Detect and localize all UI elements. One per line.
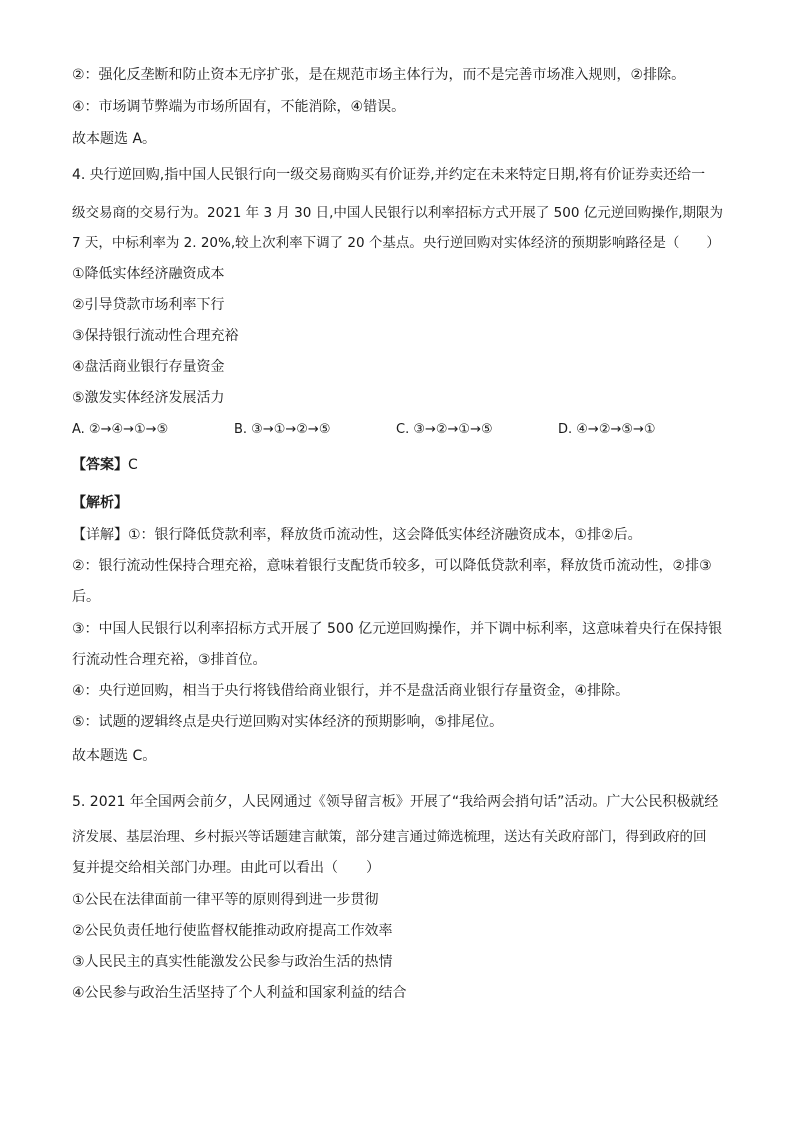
answer-value: C (128, 457, 138, 473)
q4-detail-2b: 后。 (72, 589, 100, 605)
q4-detail-4: ④：央行逆回购，相当于央行将钱借给商业银行，并不是盘活商业银行存量资金，④排除。 (72, 683, 630, 699)
q4-item-1: ①降低实体经济融资成本 (72, 266, 225, 282)
q4-detail-1: 【详解】①：银行降低贷款利率，释放货币流动性，这会降低实体经济融资成本，①排②后。 (72, 527, 642, 543)
analysis-label: 【解析】 (72, 495, 128, 511)
q5-item-4: ④公民参与政治生活坚持了个人利益和国家利益的结合 (72, 985, 407, 1001)
q4-item-5: ⑤激发实体经济发展活力 (72, 390, 225, 406)
q4-analysis-label (72, 494, 727, 512)
q5-stem-line-1: 5. 2021 年全国两会前夕，人民网通过《领导留言板》开展了“我给两会捎句话”活动。广大公民积极就经 (72, 794, 719, 810)
q4-item-2: ②引导贷款市场利率下行 (72, 297, 225, 313)
q4-stem-line-3: 7 天，中标利率为 2. 20%,较上次利率下调了 20 个基点。央行逆回购对实体经济的预期影响路径是（ ） (72, 235, 720, 251)
q4-option-d: D. ④→②→⑤→① (558, 422, 656, 437)
q4-detail-2a: ②：银行流动性保持合理充裕，意味着银行支配货币较多，可以降低贷款利率，释放货币流动性，②排③ (72, 558, 712, 574)
q4-option-a: A. ②→④→①→⑤ (72, 422, 169, 437)
q4-stem-line-1: 4. 央行逆回购,指中国人民银行向一级交易商购买有价证券,并约定在未来特定日期,将有价证券卖还给一 (72, 167, 706, 183)
q5-stem-line-2: 济发展、基层治理、乡村振兴等话题建言献策，部分建言通过筛选梳理，送达有关政府部门，得到政府的回 (72, 829, 707, 845)
q4-detail-3a: ③：中国人民银行以利率招标方式开展了 500 亿元逆回购操作，并下调中标利率，这意味着央行在保持银 (72, 621, 723, 637)
q4-conclusion: 故本题选 C。 (72, 748, 157, 764)
prev-analysis-line-4: ④：市场调节弊端为市场所固有，不能消除，④错误。 (72, 99, 406, 115)
q5-item-1: ①公民在法律面前一律平等的原则得到进一步贯彻 (72, 892, 379, 908)
q4-option-b: B. ③→①→②→⑤ (234, 422, 331, 437)
q5-stem-line-3: 复并提交给相关部门办理。由此可以看出（ ） (72, 860, 380, 876)
q4-item-3: ③保持银行流动性合理充裕 (72, 328, 239, 344)
q4-detail-5: ⑤：试题的逻辑终点是央行逆回购对实体经济的预期影响，⑤排尾位。 (72, 714, 504, 730)
q4-stem-line-2: 级交易商的交易行为。2021 年 3 月 30 日,中国人民银行以利率招标方式开展了 500 亿元逆回购操作,期限为 (72, 205, 724, 221)
q4-detail-3b: 行流动性合理充裕，③排首位。 (72, 652, 267, 668)
q5-item-2: ②公民负责任地行使监督权能推动政府提高工作效率 (72, 923, 393, 939)
q4-item-4: ④盘活商业银行存量资金 (72, 359, 225, 375)
q4-answer (72, 456, 727, 474)
prev-analysis-line-2: ②：强化反垄断和防止资本无序扩张，是在规范市场主体行为，而不是完善市场准入规则，②排除。 (72, 67, 686, 83)
q4-option-c: C. ③→②→①→⑤ (396, 422, 493, 437)
prev-answer: 故本题选 A。 (72, 131, 157, 147)
q5-item-3: ③人民民主的真实性能激发公民参与政治生活的热情 (72, 954, 393, 970)
answer-label: 【答案】 (72, 457, 128, 473)
